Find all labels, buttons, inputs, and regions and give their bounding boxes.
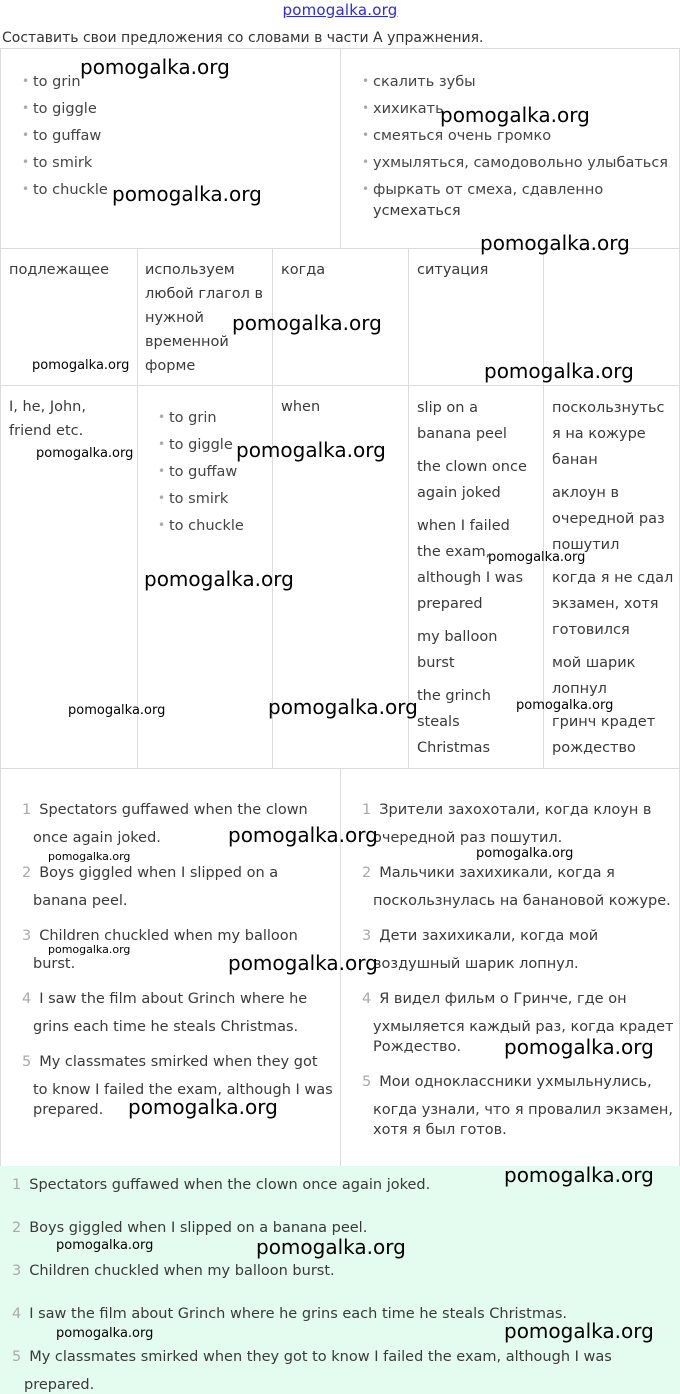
example-number: 5 [22, 1054, 32, 1070]
example-ru-line: хотя я был готов. [373, 1122, 507, 1138]
situation-ru: аклоун в [552, 485, 619, 501]
example-number: 3 [22, 928, 32, 944]
watermark: pomogalka.org [48, 943, 131, 956]
header-verb: форме [145, 358, 196, 374]
situation-en: steals [417, 714, 460, 730]
situation-ru: экзамен, хотя [552, 596, 659, 612]
watermark: pomogalka.org [504, 1035, 654, 1059]
watermark: pomogalka.org [488, 550, 586, 565]
watermark: pomogalka.org [144, 567, 294, 591]
answer-line: prepared. [24, 1377, 95, 1393]
situation-ru: пошутил [552, 537, 620, 553]
watermark: pomogalka.org [440, 103, 590, 127]
situation-ru: поскользнутьс [552, 400, 665, 416]
col-divider [137, 248, 138, 769]
watermark: pomogalka.org [228, 823, 378, 847]
answer-line: 4 I saw the film about Grinch where he grins each time he steals Christmas. [12, 1306, 567, 1322]
situation-ru: рождество [552, 740, 636, 756]
example-ru-line: Рождество. [373, 1039, 462, 1055]
situation-en: the exam, [417, 544, 491, 560]
example-number: 1 [22, 802, 32, 818]
watermark: pomogalka.org [128, 1095, 278, 1119]
situation-en: Christmas [417, 740, 491, 756]
example-en-line: grins each time he steals Christmas. [33, 1019, 299, 1035]
situation-en: the clown once [417, 459, 527, 475]
watermark: pomogalka.org [112, 182, 262, 206]
subject-text: I, he, John, [9, 399, 86, 415]
verb-item: • to grin [169, 410, 217, 426]
situation-ru: очередной раз [552, 511, 665, 527]
verb-item: • to chuckle [169, 518, 244, 534]
example-en-line: banana peel. [33, 893, 128, 909]
example-en-line: burst. [33, 956, 76, 972]
watermark: pomogalka.org [48, 850, 131, 863]
example-ru-line: 3 Дети захихикали, когда мой [362, 928, 599, 944]
situation-en: my balloon [417, 629, 498, 645]
example-number: 2 [362, 865, 372, 881]
situation-ru: мой шарик [552, 655, 636, 671]
example-en-line: 3 Children chuckled when my balloon [22, 928, 298, 944]
situation-en: although I was [417, 570, 524, 586]
example-ru-line: поскользнулась на банановой кожуре. [373, 893, 671, 909]
vocab-ru-item-continued: усмехаться [373, 203, 461, 219]
example-number: 3 [362, 928, 372, 944]
watermark: pomogalka.org [68, 703, 166, 718]
answer-line: 3 Children chuckled when my balloon burst. [12, 1263, 335, 1279]
example-en-line: 2 Boys giggled when I slipped on a [22, 865, 279, 881]
watermark: pomogalka.org [56, 1326, 154, 1341]
answer-number: 2 [12, 1220, 22, 1236]
answer-line: 2 Boys giggled when I slipped on a banana peel. [12, 1220, 368, 1236]
watermark: pomogalka.org [504, 1319, 654, 1343]
col-divider [408, 248, 409, 769]
example-en-line: 4 I saw the film about Grinch where he [22, 991, 308, 1007]
watermark: pomogalka.org [236, 438, 386, 462]
vocab-ru-item: • хихикать [373, 101, 444, 117]
situation-ru: лопнул [552, 681, 607, 697]
example-en-line: prepared. [33, 1102, 104, 1118]
example-ru-line: 5 Мои одноклассники ухмыльнулись, [362, 1074, 652, 1090]
example-ru-line: ухмыляется каждый раз, когда крадет [373, 1019, 674, 1035]
example-ru-line: очередной раз пошутил. [373, 830, 563, 846]
vocab-en-item: • to guffaw [33, 128, 101, 144]
watermark: pomogalka.org [256, 1235, 406, 1259]
situation-en: banana peel [417, 426, 507, 442]
example-ru-line: 2 Мальчики захихикали, когда я [362, 865, 615, 881]
situation-ru: гринч крадет [552, 714, 656, 730]
situation-en: slip on a [417, 400, 478, 416]
situation-en: the grinch [417, 688, 491, 704]
situation-en: burst [417, 655, 455, 671]
vocab-ru-item: • скалить зубы [373, 74, 476, 90]
situation-ru: готовился [552, 622, 630, 638]
watermark: pomogalka.org [56, 1238, 154, 1253]
when-text: when [281, 399, 321, 415]
answer-line: 5 My classmates smirked when they got to know I failed the exam, although I was [12, 1349, 612, 1365]
header-verb: любой глагол в [145, 286, 264, 302]
example-ru-line: 1 Зрители захохотали, когда клоун в [362, 802, 652, 818]
verb-item: • to smirk [169, 491, 228, 507]
example-ru-line: воздушный шарик лопнул. [373, 956, 579, 972]
site-logo-link[interactable]: pomogalka.org [282, 1, 398, 19]
watermark: pomogalka.org [480, 231, 630, 255]
watermark: pomogalka.org [32, 358, 130, 373]
example-en-line: 5 My classmates smirked when they got [22, 1054, 318, 1070]
example-number: 5 [362, 1074, 372, 1090]
situation-en: when I failed [417, 518, 510, 534]
vocab-ru-item: • фыркать от смеха, сдавленно [373, 182, 603, 198]
situation-ru: когда я не сдал [552, 570, 674, 586]
header-verb: нужной [145, 310, 204, 326]
header-verb: временной [145, 334, 229, 350]
example-number: 2 [22, 865, 32, 881]
answer-number: 4 [12, 1306, 22, 1322]
header-verb: используем [145, 262, 235, 278]
watermark: pomogalka.org [516, 698, 614, 713]
example-en-line: once again joked. [33, 830, 161, 846]
example-number: 4 [22, 991, 32, 1007]
header-situation: ситуация [417, 262, 489, 278]
site-header [0, 0, 680, 26]
example-en-line: to know I failed the exam, although I was [33, 1082, 333, 1098]
answer-number: 3 [12, 1263, 22, 1279]
answer-line: 1 Spectators guffawed when the clown once again joked. [12, 1177, 431, 1193]
verb-item: • to giggle [169, 437, 233, 453]
vocab-ru-item: • ухмыляться, самодовольно улыбаться [373, 155, 668, 171]
verb-item: • to guffaw [169, 464, 237, 480]
task-title: Составить свои предложения со словами в части А упражнения. [2, 30, 484, 46]
vocab-divider [340, 48, 341, 249]
subject-text: friend etc. [9, 423, 84, 439]
vocab-ru-item: • смеяться очень громко [373, 128, 551, 144]
vocab-en-item: • to chuckle [33, 182, 108, 198]
vocab-en-item: • to smirk [33, 155, 92, 171]
answer-number: 5 [12, 1349, 22, 1365]
situation-ru: я на кожуре [552, 426, 646, 442]
watermark: pomogalka.org [504, 1163, 654, 1187]
situation-en: again joked [417, 485, 501, 501]
answer-number: 1 [12, 1177, 22, 1193]
situation-ru: банан [552, 452, 598, 468]
header-subject: подлежащее [9, 262, 110, 278]
vocab-en-item: • to grin [33, 74, 81, 90]
watermark: pomogalka.org [484, 359, 634, 383]
watermark: pomogalka.org [268, 695, 418, 719]
example-number: 1 [362, 802, 372, 818]
header-when: когда [281, 262, 326, 278]
col-divider [543, 248, 544, 769]
structure-row-divider [0, 385, 680, 386]
example-ru-line: когда узнали, что я провалил экзамен, [373, 1102, 673, 1118]
watermark: pomogalka.org [232, 311, 382, 335]
situation-en: prepared [417, 596, 483, 612]
watermark: pomogalka.org [80, 55, 230, 79]
vocab-en-item: • to giggle [33, 101, 97, 117]
watermark: pomogalka.org [228, 951, 378, 975]
example-ru-line: 4 Я видел фильм о Гринче, где он [362, 991, 627, 1007]
example-en-line: 1 Spectators guffawed when the clown [22, 802, 308, 818]
watermark: pomogalka.org [476, 846, 574, 861]
example-number: 4 [362, 991, 372, 1007]
watermark: pomogalka.org [36, 446, 134, 461]
